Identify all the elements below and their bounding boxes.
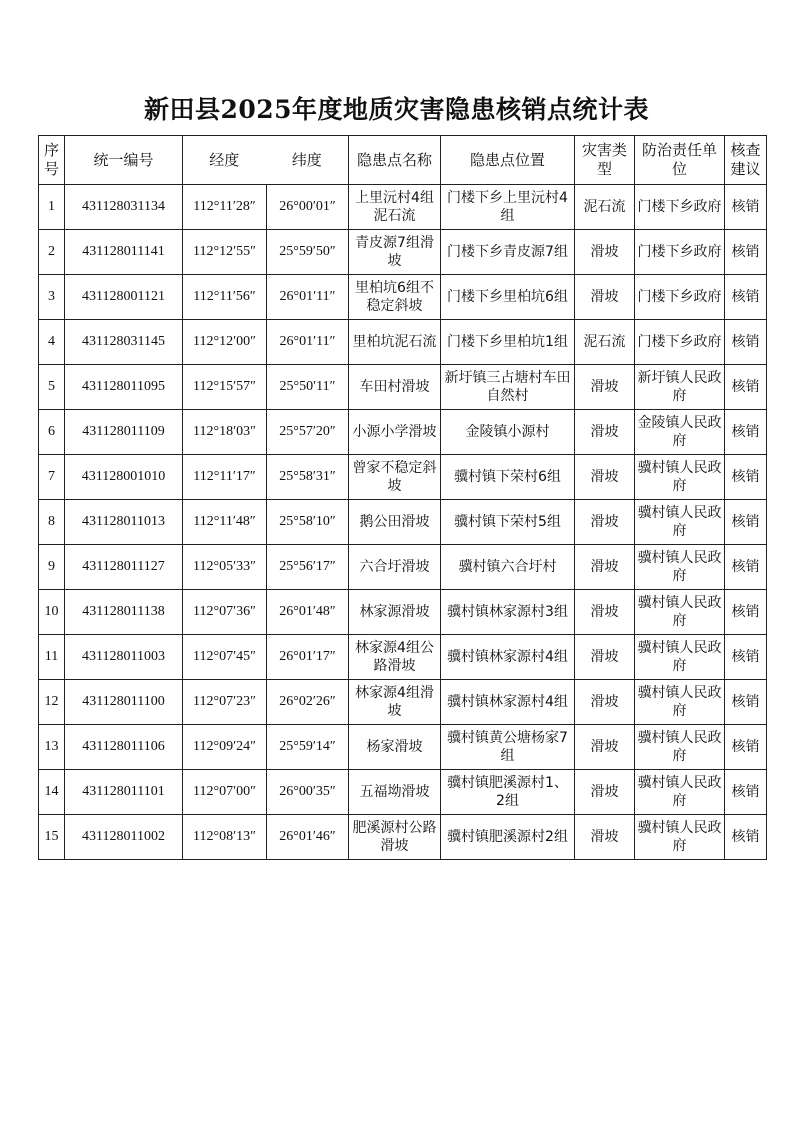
header-index: 序号 (39, 136, 65, 185)
table-row (39, 590, 767, 635)
cell-hazard-type: 滑坡 (575, 500, 635, 545)
cell-location: 新圩镇三占塘村车田自然村 (441, 365, 575, 410)
cell-result: 核销 (725, 590, 767, 635)
cell-longitude: 112°07′00″ (183, 770, 267, 815)
cell-code: 431128011100 (65, 680, 183, 725)
cell-hazard-type: 滑坡 (575, 725, 635, 770)
cell-hazard-type: 滑坡 (575, 410, 635, 455)
cell-code: 431128011106 (65, 725, 183, 770)
cell-result: 核销 (725, 635, 767, 680)
cell-hazard-name: 里柏坑泥石流 (349, 320, 441, 365)
cell-hazard-name: 林家源滑坡 (349, 590, 441, 635)
cell-hazard-type: 滑坡 (575, 545, 635, 590)
cell-longitude: 112°11′28″ (183, 185, 267, 230)
cell-responsible-unit: 金陵镇人民政府 (635, 410, 725, 455)
cell-responsible-unit: 骥村镇人民政府 (635, 680, 725, 725)
cell-hazard-name: 曾家不稳定斜坡 (349, 455, 441, 500)
cell-location: 骥村镇林家源村4组 (441, 680, 575, 725)
header-coordinates (183, 136, 349, 185)
cell-code: 431128011101 (65, 770, 183, 815)
cell-latitude: 26°02′26″ (267, 680, 349, 725)
table-row (39, 680, 767, 725)
cell-result: 核销 (725, 545, 767, 590)
cell-longitude: 112°11′48″ (183, 500, 267, 545)
cell-index: 11 (39, 635, 65, 680)
cell-longitude: 112°07′23″ (183, 680, 267, 725)
header-latitude: 纬度 (291, 150, 322, 169)
cell-responsible-unit: 骥村镇人民政府 (635, 725, 725, 770)
cell-hazard-name: 杨家滑坡 (349, 725, 441, 770)
cell-index: 9 (39, 545, 65, 590)
cell-longitude: 112°07′45″ (183, 635, 267, 680)
cell-longitude: 112°11′56″ (183, 275, 267, 320)
cell-result: 核销 (725, 500, 767, 545)
table-row (39, 815, 767, 860)
cell-location: 骥村镇肥溪源村2组 (441, 815, 575, 860)
cell-latitude: 25°56′17″ (267, 545, 349, 590)
cell-result: 核销 (725, 770, 767, 815)
cell-latitude: 26°01′11″ (267, 320, 349, 365)
table-row (39, 545, 767, 590)
cell-responsible-unit: 骥村镇人民政府 (635, 815, 725, 860)
cell-longitude: 112°12′00″ (183, 320, 267, 365)
cell-latitude: 26°01′46″ (267, 815, 349, 860)
header-name: 隐患点名称 (349, 136, 441, 185)
cell-index: 15 (39, 815, 65, 860)
table-row (39, 725, 767, 770)
cell-result: 核销 (725, 410, 767, 455)
cell-latitude: 25°59′14″ (267, 725, 349, 770)
cell-location: 骥村镇林家源村3组 (441, 590, 575, 635)
cell-location: 金陵镇小源村 (441, 410, 575, 455)
cell-responsible-unit: 骥村镇人民政府 (635, 770, 725, 815)
cell-index: 8 (39, 500, 65, 545)
cell-latitude: 25°59′50″ (267, 230, 349, 275)
cell-hazard-type: 滑坡 (575, 635, 635, 680)
cell-hazard-type: 滑坡 (575, 365, 635, 410)
cell-result: 核销 (725, 230, 767, 275)
cell-code: 431128001010 (65, 455, 183, 500)
cell-index: 12 (39, 680, 65, 725)
cell-index: 2 (39, 230, 65, 275)
cell-hazard-type: 滑坡 (575, 815, 635, 860)
cell-hazard-name: 林家源4组滑坡 (349, 680, 441, 725)
cell-code: 431128011109 (65, 410, 183, 455)
header-type: 灾害类型 (575, 136, 635, 185)
header-code: 统一编号 (65, 136, 183, 185)
cell-result: 核销 (725, 365, 767, 410)
cell-result: 核销 (725, 320, 767, 365)
cell-hazard-type: 滑坡 (575, 230, 635, 275)
cell-code: 431128011138 (65, 590, 183, 635)
cell-location: 门楼下乡里柏坑1组 (441, 320, 575, 365)
cell-code: 431128031145 (65, 320, 183, 365)
cell-result: 核销 (725, 275, 767, 320)
cell-longitude: 112°11′17″ (183, 455, 267, 500)
table-row (39, 230, 767, 275)
cell-code: 431128001121 (65, 275, 183, 320)
cell-hazard-name: 肥溪源村公路滑坡 (349, 815, 441, 860)
cell-hazard-name: 六合圩滑坡 (349, 545, 441, 590)
cell-latitude: 26°00′35″ (267, 770, 349, 815)
cell-responsible-unit: 骥村镇人民政府 (635, 545, 725, 590)
cell-index: 4 (39, 320, 65, 365)
cell-longitude: 112°08′13″ (183, 815, 267, 860)
cell-latitude: 26°01′11″ (267, 275, 349, 320)
cell-index: 6 (39, 410, 65, 455)
cell-longitude: 112°05′33″ (183, 545, 267, 590)
cell-code: 431128011127 (65, 545, 183, 590)
cell-hazard-name: 上里沅村4组泥石流 (349, 185, 441, 230)
cell-longitude: 112°18′03″ (183, 410, 267, 455)
cell-hazard-name: 青皮源7组滑坡 (349, 230, 441, 275)
cell-hazard-name: 小源小学滑坡 (349, 410, 441, 455)
cell-code: 431128011003 (65, 635, 183, 680)
cell-responsible-unit: 骥村镇人民政府 (635, 500, 725, 545)
cell-code: 431128011002 (65, 815, 183, 860)
cell-responsible-unit: 门楼下乡政府 (635, 320, 725, 365)
cell-index: 3 (39, 275, 65, 320)
header-unit: 防治责任单位 (635, 136, 725, 185)
cell-hazard-type: 泥石流 (575, 320, 635, 365)
cell-latitude: 26°00′01″ (267, 185, 349, 230)
cell-hazard-name: 林家源4组公路滑坡 (349, 635, 441, 680)
header-row (39, 136, 767, 185)
cell-responsible-unit: 门楼下乡政府 (635, 230, 725, 275)
cell-latitude: 26°01′48″ (267, 590, 349, 635)
table-row (39, 365, 767, 410)
table-row (39, 275, 767, 320)
cell-longitude: 112°12′55″ (183, 230, 267, 275)
cell-hazard-name: 鹅公田滑坡 (349, 500, 441, 545)
cell-location: 骥村镇下荣村5组 (441, 500, 575, 545)
cell-responsible-unit: 门楼下乡政府 (635, 185, 725, 230)
cell-location: 骥村镇林家源村4组 (441, 635, 575, 680)
cell-hazard-type: 滑坡 (575, 680, 635, 725)
cell-code: 431128011013 (65, 500, 183, 545)
header-result: 核查建议 (725, 136, 767, 185)
table-row (39, 455, 767, 500)
cell-location: 骥村镇下荣村6组 (441, 455, 575, 500)
cell-index: 14 (39, 770, 65, 815)
cell-responsible-unit: 骥村镇人民政府 (635, 635, 725, 680)
cell-responsible-unit: 新圩镇人民政府 (635, 365, 725, 410)
cell-hazard-name: 里柏坑6组不稳定斜坡 (349, 275, 441, 320)
cell-result: 核销 (725, 455, 767, 500)
cell-hazard-type: 滑坡 (575, 770, 635, 815)
cell-index: 7 (39, 455, 65, 500)
cell-hazard-type: 滑坡 (575, 590, 635, 635)
cell-location: 门楼下乡里柏坑6组 (441, 275, 575, 320)
cell-latitude: 25°57′20″ (267, 410, 349, 455)
cell-result: 核销 (725, 815, 767, 860)
cell-longitude: 112°07′36″ (183, 590, 267, 635)
cell-hazard-type: 滑坡 (575, 455, 635, 500)
table-row (39, 320, 767, 365)
cell-responsible-unit: 骥村镇人民政府 (635, 590, 725, 635)
cell-index: 5 (39, 365, 65, 410)
cell-hazard-name: 车田村滑坡 (349, 365, 441, 410)
cell-index: 13 (39, 725, 65, 770)
cell-code: 431128031134 (65, 185, 183, 230)
cell-result: 核销 (725, 185, 767, 230)
cell-latitude: 26°01′17″ (267, 635, 349, 680)
header-location: 隐患点位置 (441, 136, 575, 185)
cell-hazard-type: 泥石流 (575, 185, 635, 230)
cell-location: 门楼下乡上里沅村4组 (441, 185, 575, 230)
cell-latitude: 25°58′10″ (267, 500, 349, 545)
cell-index: 10 (39, 590, 65, 635)
hazard-table (38, 135, 767, 860)
cell-location: 门楼下乡青皮源7组 (441, 230, 575, 275)
table-row (39, 635, 767, 680)
cell-result: 核销 (725, 725, 767, 770)
cell-longitude: 112°15′57″ (183, 365, 267, 410)
table-row (39, 500, 767, 545)
cell-index: 1 (39, 185, 65, 230)
table-row (39, 770, 767, 815)
cell-responsible-unit: 门楼下乡政府 (635, 275, 725, 320)
header-longitude: 经度 (209, 150, 240, 169)
cell-latitude: 25°58′31″ (267, 455, 349, 500)
page-title: 新田县2025年度地质灾害隐患核销点统计表 (143, 95, 650, 124)
cell-hazard-name: 五福坳滑坡 (349, 770, 441, 815)
cell-location: 骥村镇黄公塘杨家7组 (441, 725, 575, 770)
table-body (39, 185, 767, 860)
cell-responsible-unit: 骥村镇人民政府 (635, 455, 725, 500)
cell-code: 431128011141 (65, 230, 183, 275)
table-row (39, 410, 767, 455)
cell-latitude: 25°50′11″ (267, 365, 349, 410)
cell-location: 骥村镇肥溪源村1、2组 (441, 770, 575, 815)
table-row (39, 185, 767, 230)
cell-result: 核销 (725, 680, 767, 725)
cell-location: 骥村镇六合圩村 (441, 545, 575, 590)
cell-code: 431128011095 (65, 365, 183, 410)
cell-hazard-type: 滑坡 (575, 275, 635, 320)
cell-longitude: 112°09′24″ (183, 725, 267, 770)
